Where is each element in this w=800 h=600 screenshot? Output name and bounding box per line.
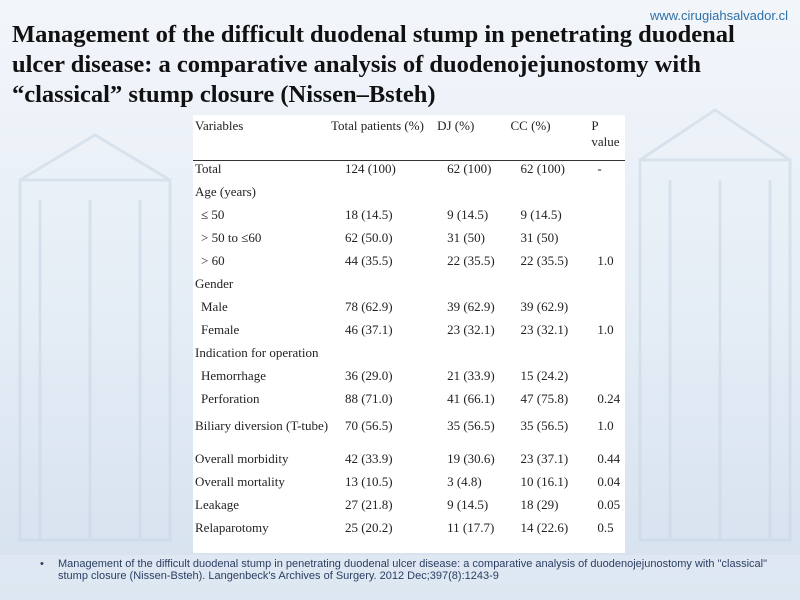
cell-total bbox=[331, 276, 437, 299]
cell-total: 18 (14.5) bbox=[344, 207, 393, 222]
cell-total: 25 (20.2) bbox=[344, 520, 393, 535]
cell-cc: 23 (37.1) bbox=[520, 451, 569, 466]
cell-variable: Age (years) bbox=[195, 184, 256, 199]
cell-variable: Male bbox=[201, 299, 228, 314]
cell-cc: 10 (16.1) bbox=[520, 474, 569, 489]
cell-variable: Female bbox=[201, 322, 240, 337]
cell-cc: 62 (100) bbox=[520, 161, 565, 176]
table-row bbox=[193, 230, 625, 253]
table-row bbox=[193, 322, 625, 345]
cell-cc: 14 (22.6) bbox=[520, 520, 569, 535]
cell-cc: 31 (50) bbox=[520, 230, 559, 245]
cell-variable: Gender bbox=[195, 276, 234, 291]
cell-total: 124 (100) bbox=[344, 161, 396, 176]
cell-p-value: 1.0 bbox=[597, 322, 614, 337]
cell-variable: > 50 to ≤60 bbox=[201, 230, 262, 245]
cell-total bbox=[331, 184, 437, 207]
table-row bbox=[193, 276, 625, 299]
cell-cc bbox=[511, 345, 592, 368]
citation-caption bbox=[40, 558, 768, 582]
cell-total: 78 (62.9) bbox=[344, 299, 393, 314]
cell-p-value: 1.0 bbox=[597, 253, 614, 268]
cell-variable: Overall morbidity bbox=[195, 451, 289, 466]
cell-dj: 62 (100) bbox=[447, 161, 492, 176]
results-table bbox=[193, 115, 625, 543]
cell-cc: 23 (32.1) bbox=[520, 322, 569, 337]
cell-cc: 22 (35.5) bbox=[520, 253, 569, 268]
cell-variable: Hemorrhage bbox=[201, 368, 266, 383]
table-row bbox=[193, 299, 625, 322]
cell-cc: 9 (14.5) bbox=[520, 207, 562, 222]
cell-cc: 35 (56.5) bbox=[520, 418, 569, 433]
col-header-cc: CC (%) bbox=[510, 118, 551, 133]
cell-p-value bbox=[591, 207, 625, 230]
cell-dj: 3 (4.8) bbox=[447, 474, 482, 489]
cell-cc bbox=[511, 276, 592, 299]
cell-dj: 23 (32.1) bbox=[447, 322, 495, 337]
cell-variable: Total bbox=[195, 161, 222, 176]
table-row bbox=[193, 345, 625, 368]
table-row bbox=[193, 161, 625, 184]
table-row bbox=[193, 391, 625, 414]
table-row bbox=[193, 474, 625, 497]
cell-cc: 18 (29) bbox=[520, 497, 559, 512]
table-row bbox=[193, 207, 625, 230]
cell-p-value: - bbox=[597, 161, 602, 176]
cell-variable: Relaparotomy bbox=[195, 520, 269, 535]
cell-total: 36 (29.0) bbox=[344, 368, 393, 383]
results-table-panel bbox=[193, 115, 625, 553]
website-url[interactable]: www.cirugiahsalvador.cl bbox=[649, 8, 788, 23]
col-header-variables: Variables bbox=[195, 118, 244, 133]
cell-dj: 41 (66.1) bbox=[447, 391, 495, 406]
cell-p-value bbox=[591, 276, 625, 299]
cell-cc: 39 (62.9) bbox=[520, 299, 569, 314]
cell-total: 62 (50.0) bbox=[344, 230, 393, 245]
cell-p-value bbox=[591, 345, 625, 368]
cell-cc bbox=[511, 184, 592, 207]
cell-dj: 22 (35.5) bbox=[447, 253, 495, 268]
cell-variable: Overall mortality bbox=[195, 474, 285, 489]
cell-dj: 9 (14.5) bbox=[447, 497, 489, 512]
table-header-row bbox=[193, 115, 625, 161]
cell-p-value: 1.0 bbox=[597, 418, 614, 433]
cell-total: 88 (71.0) bbox=[344, 391, 393, 406]
table-row bbox=[193, 414, 625, 451]
table-row bbox=[193, 520, 625, 543]
cell-p-value: 0.44 bbox=[597, 451, 621, 466]
cell-variable: Leakage bbox=[195, 497, 240, 512]
cell-total: 42 (33.9) bbox=[344, 451, 393, 466]
cell-total: 13 (10.5) bbox=[344, 474, 393, 489]
cell-p-value: 0.24 bbox=[597, 391, 621, 406]
cell-dj: 35 (56.5) bbox=[447, 418, 495, 433]
table-row bbox=[193, 184, 625, 207]
cell-dj: 39 (62.9) bbox=[447, 299, 495, 314]
cell-variable: Perforation bbox=[201, 391, 260, 406]
cell-dj bbox=[437, 345, 510, 368]
cell-p-value: 0.05 bbox=[597, 497, 621, 512]
cell-p-value bbox=[591, 368, 625, 391]
col-header-dj: DJ (%) bbox=[437, 118, 475, 133]
cell-p-value: 0.04 bbox=[597, 474, 621, 489]
cell-total bbox=[331, 345, 437, 368]
cell-dj: 31 (50) bbox=[447, 230, 486, 245]
cell-dj: 21 (33.9) bbox=[447, 368, 495, 383]
cell-total: 27 (21.8) bbox=[344, 497, 393, 512]
cell-p-value bbox=[591, 299, 625, 322]
cell-cc: 15 (24.2) bbox=[520, 368, 569, 383]
cell-cc: 47 (75.8) bbox=[520, 391, 569, 406]
table-row bbox=[193, 451, 625, 474]
cell-variable: Indication for operation bbox=[195, 345, 319, 360]
col-header-total: Total patients (%) bbox=[330, 118, 424, 133]
cell-dj: 19 (30.6) bbox=[447, 451, 495, 466]
cell-total: 70 (56.5) bbox=[344, 418, 393, 433]
table-row bbox=[193, 368, 625, 391]
cell-dj: 9 (14.5) bbox=[447, 207, 489, 222]
cell-dj: 11 (17.7) bbox=[447, 520, 495, 535]
bullet-icon: • bbox=[40, 558, 44, 570]
cell-variable: > 60 bbox=[201, 253, 225, 268]
cell-p-value bbox=[591, 230, 625, 253]
cell-dj bbox=[437, 276, 510, 299]
col-header-p-value: P value bbox=[591, 118, 620, 149]
cell-variable: ≤ 50 bbox=[201, 207, 225, 222]
table-row bbox=[193, 253, 625, 276]
slide-title: Management of the difficult duodenal stump in penetrating duodenal ulcer disease: a comparative analysis of duodenojejunostomy with “classical” stump closure (Nissen–Bsteh) bbox=[12, 21, 735, 108]
cell-total: 46 (37.1) bbox=[344, 322, 393, 337]
citation-text: Management of the difficult duodenal stump in penetrating duodenal ulcer disease: a comparative analysis of duodenojejunostomy with "classical" stump closure (Nissen-Bsteh). Langenbeck's Archives of Surgery. 2012 Dec;397(8):1243-9 bbox=[58, 558, 767, 582]
table-row bbox=[193, 497, 625, 520]
cell-p-value: 0.5 bbox=[597, 520, 614, 535]
cell-variable: Biliary diversion (T-tube) bbox=[195, 418, 329, 433]
cell-total: 44 (35.5) bbox=[344, 253, 393, 268]
cell-dj bbox=[437, 184, 510, 207]
cell-p-value bbox=[591, 184, 625, 207]
